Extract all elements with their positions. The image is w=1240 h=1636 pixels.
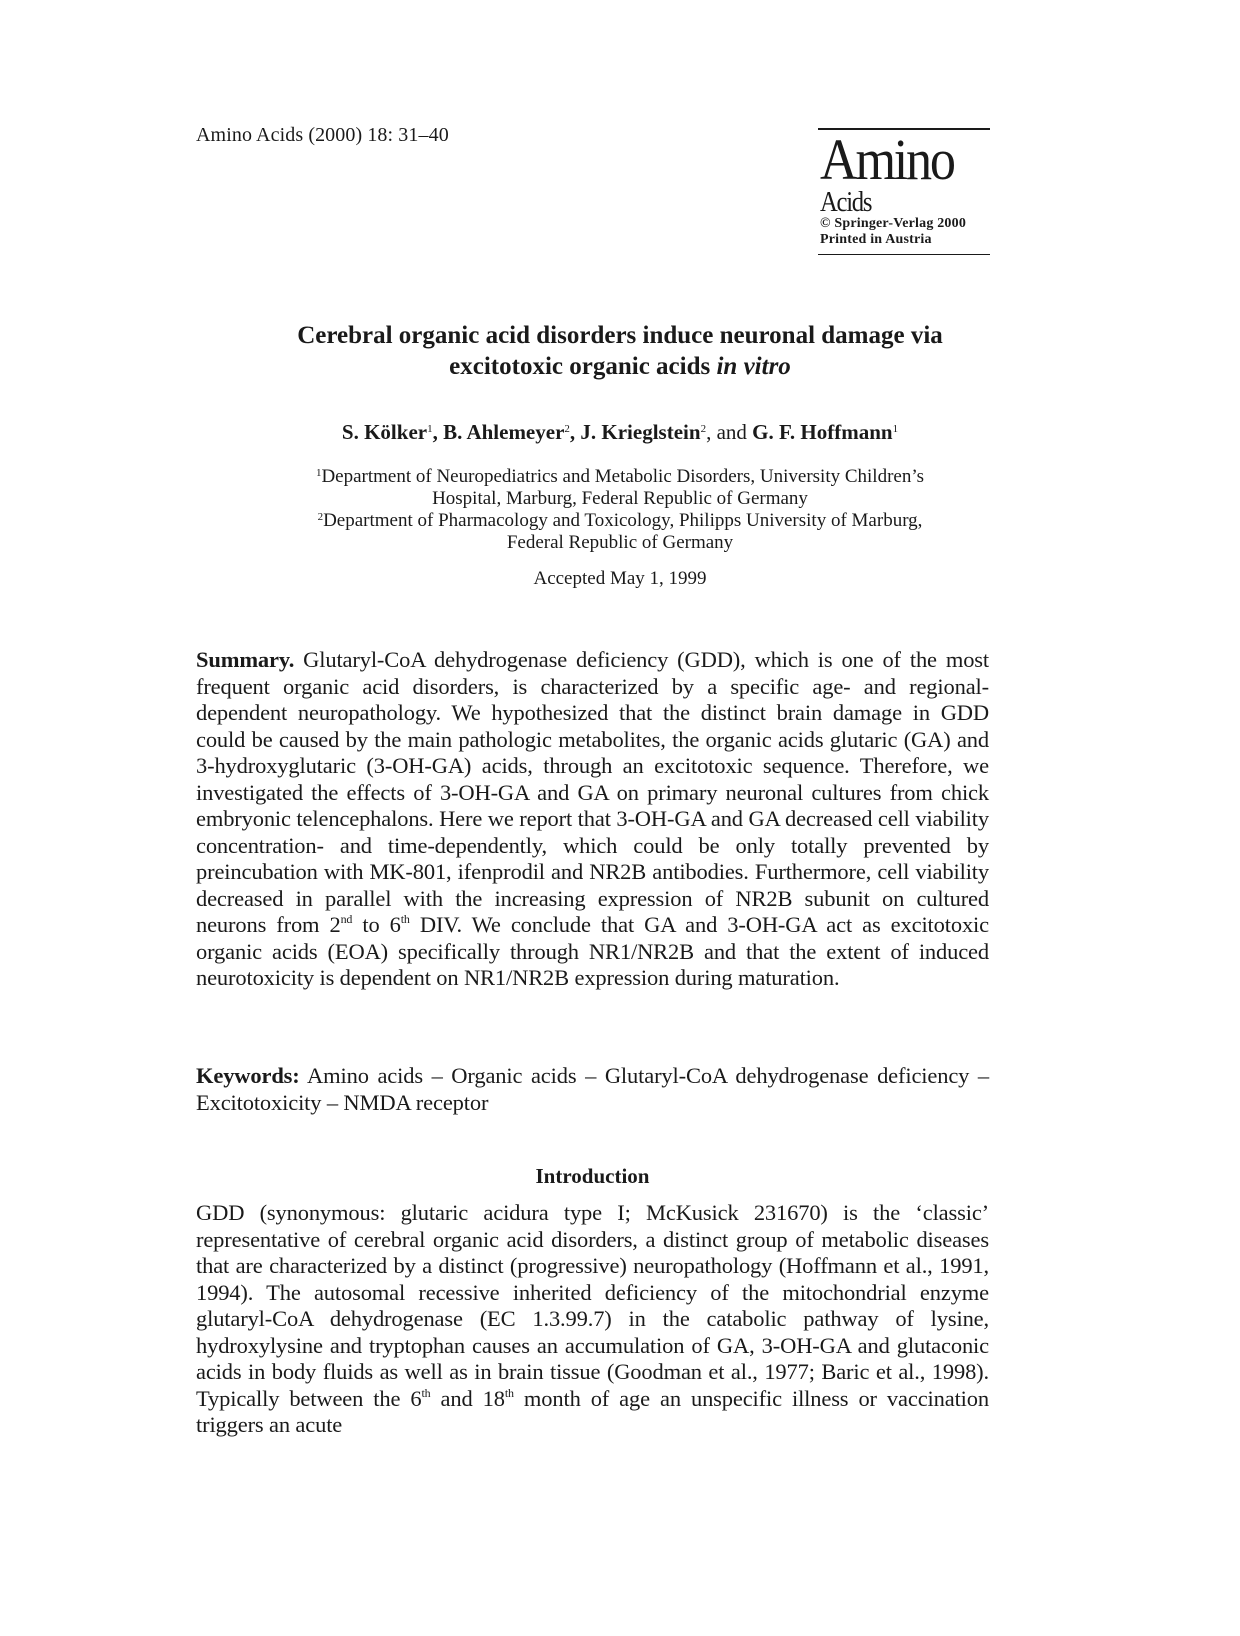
author-separator: , [432, 420, 444, 444]
keywords-label: Keywords: [196, 1063, 300, 1088]
affiliation-line: Federal Republic of Germany [506, 532, 734, 553]
accepted-date: Accepted May 1, 1999 [533, 568, 707, 589]
summary-paragraph [196, 647, 989, 992]
affiliation-number: 1 [315, 467, 322, 479]
affiliation-text: Department of Neuropediatrics and Metabolic Disorders, University Children’s [321, 466, 925, 487]
author-separator: , [569, 420, 581, 444]
ordinal-suffix: nd [340, 912, 353, 926]
affiliation-number: 2 [317, 511, 324, 523]
logo-word-amino: Amino [820, 127, 954, 192]
author-name: J. Krieglstein [580, 420, 701, 444]
ordinal-suffix: th [400, 912, 410, 926]
author-affil-mark: 1 [427, 423, 433, 435]
affiliation-line [180, 506, 1060, 532]
title-line-2 [180, 351, 1060, 382]
intro-text: month of age an unspecific illness or vaccination triggers an acute [196, 1385, 989, 1437]
summary-text: to 6 [352, 912, 401, 937]
printed-line: Printed in Austria [820, 232, 932, 247]
intro-text: and 18 [430, 1385, 505, 1411]
affiliation-text: Department of Pharmacology and Toxicology, Philipps University of Marburg, [323, 510, 923, 531]
author-name: G. F. Hoffmann [752, 420, 893, 444]
summary-label: Summary. [196, 647, 295, 672]
intro-text: GDD (synonymous: glutaric acidura type I; McKusick 231670) is the ‘classic’ representative of cerebral organic acid disorders, a distinct group of metabolic diseases that are characterized by a distinct (progressive) neuropathology (Hoffmann et al., 1991, 1994). The autosomal recessive inherited deficiency of the mitochondrial enzyme glutaryl-CoA dehydrogenase (EC 1.3.99.7) in the catabolic pathway of lysine, hydroxylysine and tryptophan causes an accumulation of GA, 3-OH-GA and glutaconic acids in body fluids as well as in brain tissue (Goodman et al., 1977; Baric et al., 1998). Typically between the 6 [196, 1200, 989, 1411]
author-list [180, 420, 1060, 445]
summary-text: DIV. We conclude that GA and 3-OH-GA act as excitotoxic organic acids (EOA) specifically through NR1/NR2B and that the extent of induced neurotoxicity is dependent on NR1/NR2B expression during maturation. [196, 912, 989, 990]
affiliation-1 [180, 462, 1060, 510]
introduction-paragraph [196, 1200, 989, 1439]
author-name: S. Kölker [341, 420, 428, 444]
author-affil-mark: 2 [564, 423, 570, 435]
affiliation-line [180, 462, 1060, 488]
copyright-line: © Springer-Verlag 2000 [820, 216, 967, 231]
affiliation-2 [180, 506, 1060, 554]
keywords-text: Amino acids – Organic acids – Glutaryl-CoA dehydrogenase deficiency – Excitotoxicity – NMDA receptor [196, 1063, 989, 1115]
affiliation-line: Hospital, Marburg, Federal Republic of Germany [432, 488, 808, 509]
title-italic: in vitro [716, 353, 791, 380]
section-heading-introduction: Introduction [535, 1164, 650, 1188]
author-affil-mark: 1 [892, 423, 899, 435]
author-affil-mark: 2 [700, 423, 707, 435]
summary-text: Glutaryl-CoA dehydrogenase deficiency (GDD), which is one of the most frequent organic acid disorders, is characterized by a specific age- and regional-dependent neuropathology. We hypothesized that the distinct brain damage in GDD could be caused by the main pathologic metabolites, the organic acids glutaric (GA) and 3-hydroxyglutaric (3-OH-GA) acids, through an excitotoxic sequence. Therefore, we investigated the effects of 3-OH-GA and GA on primary neuronal cultures from chick embryonic telencephalons. Here we report that 3-OH-GA and GA decreased cell viability concentration- and time-dependently, which could be only totally prevented by preincubation with MK-801, ifenprodil and NR2B antibodies. Furthermore, cell viability decreased in parallel with the increasing expression of NR2B subunit on cultured neurons from 2 [196, 647, 989, 937]
journal-reference: Amino Acids (2000) 18: 31–40 [196, 124, 449, 146]
author-name: B. Ahlemeyer [443, 420, 565, 444]
journal-logo [818, 128, 990, 255]
title-line-1: Cerebral organic acid disorders induce neuronal damage via [297, 322, 943, 349]
ordinal-suffix: th [504, 1385, 514, 1400]
keywords-paragraph [196, 1063, 989, 1116]
ordinal-suffix: th [421, 1385, 431, 1400]
logo-word-acids: Acids [820, 186, 872, 218]
paper-title [180, 320, 1060, 382]
title-line-2-main: excitotoxic organic acids [449, 353, 717, 380]
author-separator: , and [706, 420, 753, 444]
